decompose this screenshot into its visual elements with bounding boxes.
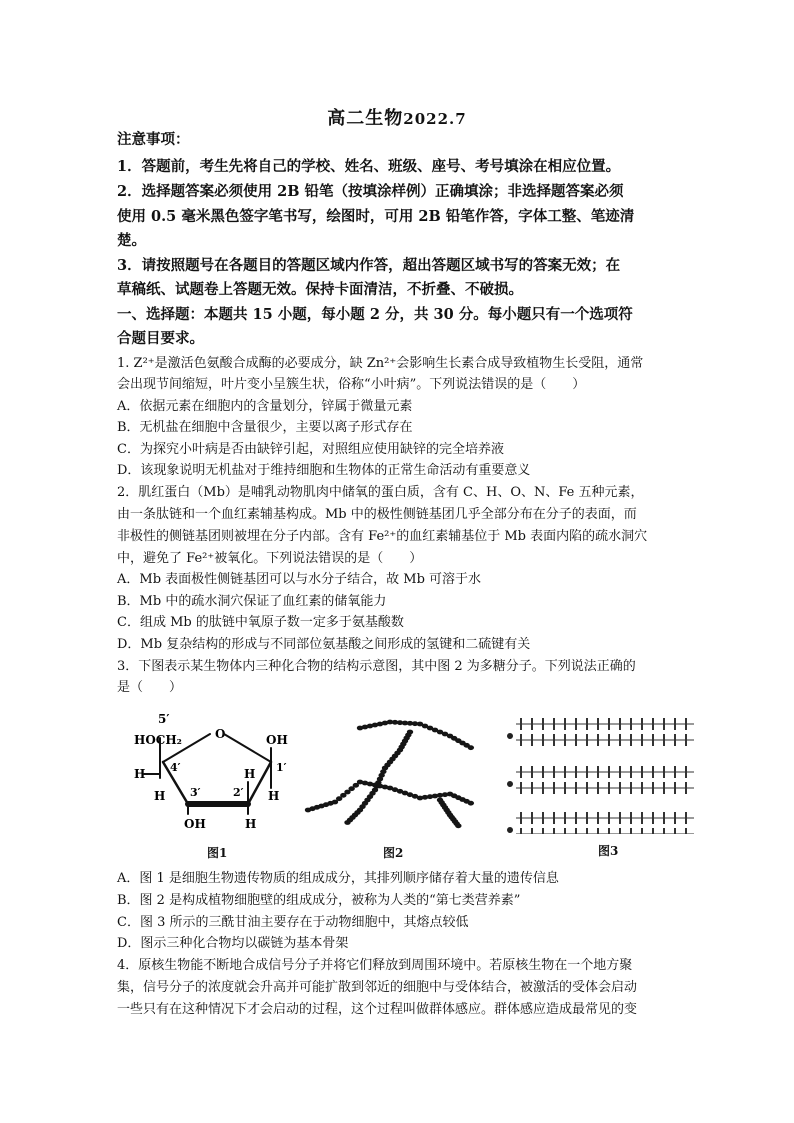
figure-2-caption: 图2 — [383, 846, 404, 860]
fig3-hydrogen-tick — [641, 766, 643, 778]
fig3-hydrogen-tick — [630, 828, 632, 834]
fig3-hydrogen-tick — [608, 718, 610, 730]
fig3-hydrogen-tick — [553, 812, 555, 824]
fig3-hydrogen-tick — [531, 718, 533, 730]
q4-stem-line-3: 一些只有在这种情况下才会启动的过程，这个过程叫做群体感应。群体感应造成最常见的变 — [117, 1002, 638, 1017]
note-item-3-line-2: 草稿纸、试题卷上答题无效。保持卡面清洁，不折叠、不破损。 — [117, 281, 523, 298]
fig3-hydrogen-tick — [674, 766, 676, 778]
fig3-hydrogen-tick — [663, 766, 665, 778]
q3-stem-line-1: 3．下图表示某生物体内三种化合物的结构示意图，其中图 2 为多糖分子。下列说法正确的 — [117, 659, 636, 674]
fig3-hydrogen-tick — [674, 828, 676, 834]
fig3-hydrogen-tick — [608, 766, 610, 778]
fig3-hydrogen-tick — [652, 782, 654, 794]
fig3-hydrogen-tick — [652, 812, 654, 824]
fig3-hydrogen-tick — [597, 766, 599, 778]
fig3-glycerol-node — [507, 827, 513, 833]
fig3-hydrogen-tick — [586, 812, 588, 824]
fig1-bond-o-c1 — [224, 734, 271, 762]
fig3-hydrogen-tick — [685, 766, 687, 778]
fig1-label-1prime: 1′ — [276, 761, 287, 774]
q4-stem-line-1: 4．原核生物能不断地合成信号分子并将它们释放到周围环境中。若原核生物在一个地方聚 — [117, 958, 633, 973]
fig3-hydrogen-tick — [553, 782, 555, 794]
fig1-label-4prime: 4′ — [170, 761, 181, 774]
q2-stem-line-4: 中，避免了 Fe²⁺被氧化。下列说法错误的是（ ） — [117, 551, 423, 566]
fig3-hydrogen-tick — [564, 782, 566, 794]
fig1-label-h-bottom-right: H — [268, 789, 280, 803]
q1-option-a: A．依据元素在细胞内的含量划分，锌属于微量元素 — [117, 399, 413, 414]
fig3-hydrogen-tick — [542, 734, 544, 746]
q1-option-b: B．无机盐在细胞中含量很少，主要以离子形式存在 — [117, 420, 413, 435]
fig3-hydrogen-tick — [619, 734, 621, 746]
figure-1-pentose-ring — [128, 708, 298, 838]
fig3-hydrogen-tick — [542, 812, 544, 824]
fig2-bead — [468, 745, 474, 750]
fig3-hydrogen-tick — [641, 734, 643, 746]
note-item-2-line-2: 使用 0.5 毫米黑色签字笔书写，绘图时，可用 2B 铅笔作答，字体工整、笔迹清 — [117, 208, 635, 225]
fig3-hydrogen-tick — [685, 734, 687, 746]
fig2-bead — [344, 820, 350, 825]
fig3-hydrogen-tick — [663, 812, 665, 824]
fig3-hydrogen-tick — [575, 718, 577, 730]
fig3-hydrogen-tick — [674, 782, 676, 794]
fig3-hydrogen-tick — [663, 734, 665, 746]
fig3-hydrogen-tick — [520, 766, 522, 778]
fig3-hydrogen-tick — [608, 812, 610, 824]
q1-stem-line-2: 会出现节间缩短，叶片变小呈簇生状，俗称“小叶病”。下列说法错误的是（ ） — [117, 377, 586, 392]
fig3-hydrogen-tick — [685, 812, 687, 824]
fig3-hydrogen-tick — [520, 828, 522, 834]
fig3-hydrogen-tick — [586, 734, 588, 746]
fig3-hydrogen-tick — [619, 812, 621, 824]
fig3-hydrogen-tick — [630, 766, 632, 778]
note-item-3-line-1: 3．请按照题号在各题目的答题区域内作答，超出答题区域书写的答案无效；在 — [117, 257, 621, 274]
q3-option-b: B．图 2 是构成植物细胞壁的组成成分，被称为人类的“第七类营养素” — [117, 893, 521, 908]
fig3-hydrogen-tick — [641, 718, 643, 730]
fig3-hydrogen-tick — [542, 766, 544, 778]
fig3-hydrogen-tick — [542, 828, 544, 834]
q2-option-c: C．组成 Mb 的肽链中氧原子数一定多于氨基酸数 — [117, 615, 404, 630]
fig3-hydrogen-tick — [564, 734, 566, 746]
fig3-hydrogen-tick — [597, 812, 599, 824]
q1-stem-line-1: 1. Z²⁺是激活色氨酸合成酶的必要成分，缺 Zn²⁺会影响生长素合成导致植物生长受阻，通常 — [117, 356, 644, 371]
q3-option-a: A．图 1 是细胞生物遗传物质的组成成分，其排列顺序储存着大量的遗传信息 — [117, 871, 559, 886]
fig3-hydrogen-tick — [663, 782, 665, 794]
fig3-hydrogen-tick — [531, 766, 533, 778]
fig3-hydrogen-tick — [520, 782, 522, 794]
fig3-hydrogen-tick — [652, 766, 654, 778]
fig3-hydrogen-tick — [597, 782, 599, 794]
fig3-hydrogen-tick — [542, 718, 544, 730]
fig1-label-h-left: H — [134, 767, 146, 781]
title-text: 高二生物 — [327, 108, 404, 129]
fig3-hydrogen-tick — [608, 828, 610, 834]
fig1-label-h-bottom-left: H — [154, 789, 166, 803]
fig3-hydrogen-tick — [663, 718, 665, 730]
fig3-hydrogen-tick — [674, 734, 676, 746]
figure-3-triacylglycerol — [498, 708, 698, 834]
fig3-hydrogen-tick — [630, 812, 632, 824]
fig3-hydrogen-tick — [542, 782, 544, 794]
fig3-hydrogen-tick — [608, 782, 610, 794]
fig1-label-3prime: 3′ — [190, 786, 201, 799]
fig3-hydrogen-tick — [608, 734, 610, 746]
fig3-hydrogen-tick — [520, 734, 522, 746]
fig3-hydrogen-tick — [553, 766, 555, 778]
fig3-hydrogen-tick — [575, 812, 577, 824]
figure-1-caption: 图1 — [207, 846, 228, 860]
fig1-label-oh-bottom: OH — [184, 817, 206, 831]
fig3-hydrogen-tick — [641, 812, 643, 824]
figure-2-polysaccharide — [300, 710, 500, 840]
fig2-bead — [468, 801, 474, 806]
fig3-hydrogen-tick — [619, 718, 621, 730]
fig3-hydrogen-tick — [597, 734, 599, 746]
figure-3-caption: 图3 — [598, 844, 619, 858]
note-item-2-line-1: 2．选择题答案必须使用 2B 铅笔（按填涂样例）正确填涂；非选择题答案必须 — [117, 183, 624, 200]
fig3-hydrogen-tick — [652, 828, 654, 834]
fig3-glycerol-node — [507, 781, 513, 787]
section-heading-line-2: 合题目要求。 — [117, 330, 204, 347]
fig3-glycerol-node — [507, 733, 513, 739]
fig3-hydrogen-tick — [674, 812, 676, 824]
q1-option-c: C．为探究小叶病是否由缺锌引起，对照组应使用缺锌的完全培养液 — [117, 442, 504, 457]
note-item-2-line-3: 楚。 — [117, 232, 146, 249]
q2-option-a: A．Mb 表面极性侧链基团可以与水分子结合，故 Mb 可溶于水 — [117, 572, 482, 587]
q4-stem-line-2: 集，信号分子的浓度就会升高并可能扩散到邻近的细胞中与受体结合，被激活的受体会启动 — [117, 980, 638, 995]
fig3-hydrogen-tick — [663, 828, 665, 834]
fig3-hydrogen-tick — [553, 828, 555, 834]
fig3-hydrogen-tick — [641, 828, 643, 834]
fig3-hydrogen-tick — [553, 734, 555, 746]
fig3-hydrogen-tick — [586, 766, 588, 778]
fig3-hydrogen-tick — [597, 718, 599, 730]
q3-option-c: C．图 3 所示的三酰甘油主要存在于动物细胞中，其熔点较低 — [117, 915, 469, 930]
fig3-hydrogen-tick — [619, 828, 621, 834]
fig3-hydrogen-tick — [531, 782, 533, 794]
fig3-hydrogen-tick — [652, 718, 654, 730]
q3-stem-line-2: 是（ ） — [117, 680, 183, 695]
fig3-hydrogen-tick — [630, 718, 632, 730]
q2-stem-line-1: 2．肌红蛋白（Mb）是哺乳动物肌肉中储氧的蛋白质，含有 C、H、O、N、Fe 五种元素， — [117, 485, 644, 500]
fig3-hydrogen-tick — [575, 766, 577, 778]
fig3-hydrogen-tick — [619, 782, 621, 794]
fig3-hydrogen-tick — [630, 734, 632, 746]
q2-option-b: B．Mb 中的疏水洞穴保证了血红素的储氧能力 — [117, 594, 387, 609]
title-date: 2022.7 — [403, 110, 467, 128]
q2-option-d: D．Mb 复杂结构的形成与不同部位氨基酸之间形成的氢键和二硫键有关 — [117, 637, 531, 652]
fig2-bead — [455, 823, 461, 828]
note-item-1: 1．答题前，考生先将自己的学校、姓名、班级、座号、考号填涂在相应位置。 — [117, 158, 621, 175]
fig3-hydrogen-tick — [531, 812, 533, 824]
section-heading-line-1: 一、选择题：本题共 15 小题，每小题 2 分，共 30 分。每小题只有一个选项符 — [117, 306, 633, 323]
fig3-hydrogen-tick — [685, 782, 687, 794]
fig3-hydrogen-tick — [586, 782, 588, 794]
fig3-hydrogen-tick — [564, 718, 566, 730]
notes-heading: 注意事项： — [117, 131, 190, 148]
fig3-hydrogen-tick — [586, 718, 588, 730]
page-title — [0, 104, 794, 130]
fig3-hydrogen-tick — [597, 828, 599, 834]
fig3-hydrogen-tick — [685, 718, 687, 730]
fig1-label-ring-oxygen: O — [215, 727, 226, 741]
fig3-hydrogen-tick — [652, 734, 654, 746]
fig3-hydrogen-tick — [531, 828, 533, 834]
fig3-hydrogen-tick — [531, 734, 533, 746]
q2-stem-line-2: 由一条肽链和一个血红素辅基构成。Mb 中的极性侧链基团几乎全部分布在分子的表面，而 — [117, 507, 637, 522]
fig1-label-hoch2: HOCH₂ — [134, 733, 182, 747]
fig3-hydrogen-tick — [520, 718, 522, 730]
fig3-hydrogen-tick — [575, 828, 577, 834]
fig3-hydrogen-tick — [564, 812, 566, 824]
fig3-hydrogen-tick — [564, 828, 566, 834]
q3-option-d: D．图示三种化合物均以碳链为基本骨架 — [117, 936, 349, 951]
fig3-hydrogen-tick — [564, 766, 566, 778]
fig3-hydrogen-tick — [619, 766, 621, 778]
fig3-hydrogen-tick — [553, 718, 555, 730]
fig1-label-h-bottom: H — [245, 817, 257, 831]
fig3-hydrogen-tick — [586, 828, 588, 834]
fig1-label-h-right: H — [244, 767, 256, 781]
q2-stem-line-3: 非极性的侧链基团则被埋在分子内部。含有 Fe²⁺的血红素辅基位于 Mb 表面内陷的疏水洞穴 — [117, 529, 648, 544]
fig3-hydrogen-tick — [685, 828, 687, 834]
fig3-hydrogen-tick — [674, 718, 676, 730]
fig3-hydrogen-tick — [520, 812, 522, 824]
fig3-hydrogen-tick — [630, 782, 632, 794]
fig3-hydrogen-tick — [575, 734, 577, 746]
fig1-label-2prime: 2′ — [233, 786, 244, 799]
fig3-hydrogen-tick — [641, 782, 643, 794]
fig3-hydrogen-tick — [575, 782, 577, 794]
fig1-label-5prime: 5′ — [158, 712, 170, 726]
fig1-label-oh-right: OH — [266, 733, 288, 747]
q1-option-d: D．该现象说明无机盐对于维持细胞和生物体的正常生命活动有重要意义 — [117, 463, 531, 478]
